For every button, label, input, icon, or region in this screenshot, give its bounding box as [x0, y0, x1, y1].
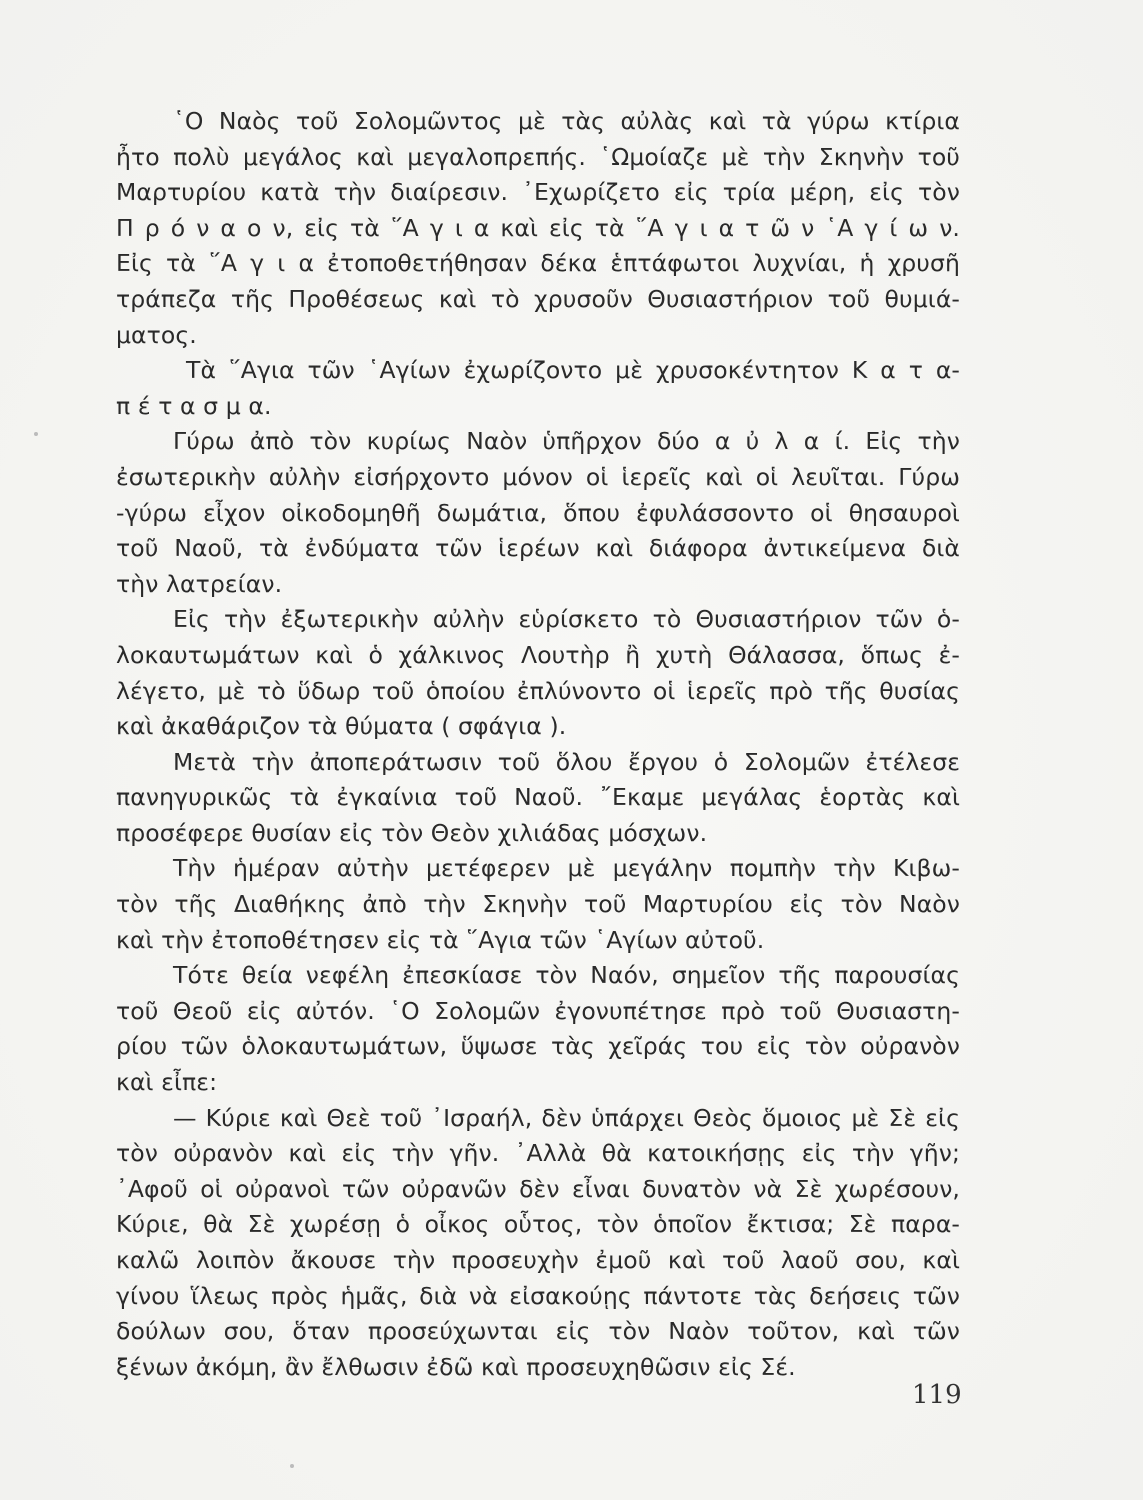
text-line: Γύρω ἀπὸ τὸν κυρίως Ναὸν ὑπῆρχον δύο α ὐ λ α ί. Εἰς τὴν — [173, 427, 960, 456]
text-line: τὸν οὐρανὸν καὶ εἰς τὴν γῆν. ᾿Αλλὰ θὰ κατοικήσῃς εἰς τὴν γῆν; — [116, 1139, 960, 1168]
text-line: τὸν τῆς Διαθήκης ἀπὸ τὴν Σκηνὴν τοῦ Μαρτυρίου εἰς τὸν Ναὸν — [116, 890, 960, 919]
text-line: Κύριε, θὰ Σὲ χωρέσῃ ὁ οἶκος οὗτος, τὸν ὁποῖον ἔκτισα; Σὲ παρα- — [116, 1210, 960, 1239]
text-line: ξένων ἀκόμη, ἂν ἔλθωσιν ἐδῶ καὶ προσευχηθῶσιν εἰς Σέ. — [116, 1352, 796, 1381]
text-line: τράπεζα τῆς Προθέσεως καὶ τὸ χρυσοῦν Θυσιαστήριον τοῦ θυμιά- — [116, 284, 960, 313]
text-line: ρίου τῶν ὁλοκαυτωμάτων, ὕψωσε τὰς χεῖράς του εἰς τὸν οὐρανὸν — [116, 1032, 960, 1061]
text-line: προσέφερε θυσίαν εἰς τὸν Θεὸν χιλιάδας μόσχων. — [116, 818, 708, 847]
text-line: καλῶ λοιπὸν ἄκουσε τὴν προσευχὴν ἐμοῦ καὶ τοῦ λαοῦ σου, καὶ — [116, 1246, 960, 1274]
text-line: Εἰς τὰ ῞Α γ ι α ἐτοποθετήθησαν δέκα ἑπτάφωτοι λυχνίαι, ἡ χρυσῆ — [116, 249, 960, 278]
text-line: π έ τ α σ μ α. — [116, 391, 272, 420]
text-line: ᾿Αφοῦ οἱ οὐρανοὶ τῶν οὐρανῶν δὲν εἶναι δυνατὸν νὰ Σὲ χωρέσουν, — [116, 1174, 960, 1203]
text-line: πανηγυρικῶς τὰ ἐγκαίνια τοῦ Ναοῦ. ῎Εκαμε μεγάλας ἑορτὰς καὶ — [116, 783, 960, 812]
text-line: Τὴν ἡμέραν αὐτὴν μετέφερεν μὲ μεγάλην πομπὴν τὴν Κιβω- — [173, 854, 960, 883]
text-line: ματος. — [116, 320, 197, 349]
text-line: καὶ εἶπε: — [116, 1068, 218, 1097]
paper-speck — [34, 432, 38, 436]
text-line: -γύρω εἶχον οἰκοδομηθῆ δωμάτια, ὅπου ἐφυλάσσοντο οἱ θησαυροὶ — [116, 498, 960, 527]
text-line: Π ρ ό ν α ο ν, εἰς τὰ ῞Α γ ι α καὶ εἰς τὰ ῞Α γ ι α τ ῶ ν ῾Α γ ί ω ν. — [116, 213, 960, 242]
text-line: ῾Ο Ναὸς τοῦ Σολομῶντος μὲ τὰς αὐλὰς καὶ τὰ γύρω κτίρια — [173, 107, 960, 135]
text-line: τοῦ Θεοῦ εἰς αὐτόν. ῾Ο Σολομῶν ἐγονυπέτησε πρὸ τοῦ Θυσιαστη- — [116, 996, 960, 1025]
text-line: — Κύριε καὶ Θεὲ τοῦ ᾿Ισραήλ, δὲν ὑπάρχει Θεὸς ὅμοιος μὲ Σὲ εἰς — [173, 1103, 960, 1132]
text-line: λέγετο, μὲ τὸ ὕδωρ τοῦ ὁποίου ἐπλύνοντο οἱ ἱερεῖς πρὸ τῆς θυσίας — [116, 676, 960, 705]
text-line: Εἰς τὴν ἐξωτερικὴν αὐλὴν εὑρίσκετο τὸ Θυσιαστήριον τῶν ὁ- — [173, 605, 960, 634]
text-line: λοκαυτωμάτων καὶ ὁ χάλκινος Λουτὴρ ἢ χυτὴ Θάλασσα, ὅπως ἐ- — [116, 640, 960, 669]
text-line: τὴν λατρείαν. — [116, 569, 283, 598]
text-line: Μετὰ τὴν ἀποπεράτωσιν τοῦ ὅλου ἔργου ὁ Σολομῶν ἐτέλεσε — [173, 747, 960, 776]
text-line: τοῦ Ναοῦ, τὰ ἐνδύματα τῶν ἱερέων καὶ διάφορα ἀντικείμενα διὰ — [116, 534, 960, 563]
text-line: ἦτο πολὺ μεγάλος καὶ μεγαλοπρεπής. ῾Ωμοίαζε μὲ τὴν Σκηνὴν τοῦ — [116, 142, 960, 171]
text-line: Τότε θεία νεφέλη ἐπεσκίασε τὸν Ναόν, σημεῖον τῆς παρουσίας — [173, 961, 960, 990]
page-number: 119 — [912, 1380, 962, 1410]
text-line: Μαρτυρίου κατὰ τὴν διαίρεσιν. ᾿Εχωρίζετο εἰς τρία μέρη, εἰς τὸν — [116, 178, 960, 207]
text-line: δούλων σου, ὅταν προσεύχωνται εἰς τὸν Ναὸν τοῦτον, καὶ τῶν — [116, 1317, 960, 1346]
text-line: καὶ τὴν ἐτοποθέτησεν εἰς τὰ ῞Αγια τῶν ῾Αγίων αὐτοῦ. — [116, 925, 765, 954]
text-line: ἐσωτερικὴν αὐλὴν εἰσήρχοντο μόνον οἱ ἱερεῖς καὶ οἱ λευῖται. Γύρω — [116, 462, 960, 491]
text-line: καὶ ἀκαθάριζον τὰ θύματα ( σφάγια ). — [116, 712, 567, 741]
text-line: Τὰ ῞Αγια τῶν ῾Αγίων ἐχωρίζοντο μὲ χρυσοκέντητον Κ α τ α- — [186, 356, 960, 385]
body-text — [116, 104, 960, 1385]
text-line: γίνου ἵλεως πρὸς ἡμᾶς, διὰ νὰ εἰσακούῃς πάντοτε τὰς δεήσεις τῶν — [116, 1281, 960, 1310]
paper-speck — [290, 1464, 294, 1468]
